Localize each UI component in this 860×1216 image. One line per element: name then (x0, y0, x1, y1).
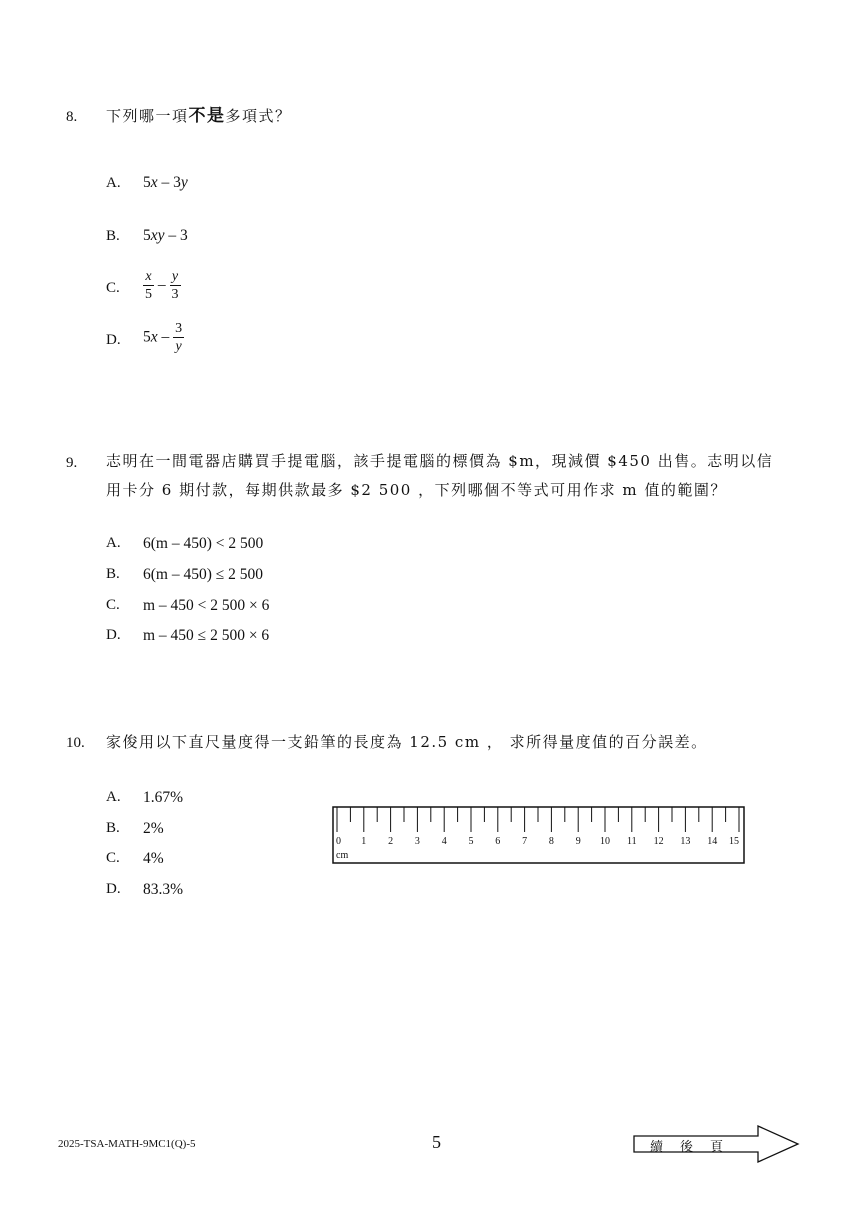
q10-option-d: 83.3% (143, 881, 184, 898)
q10-option-b: 2% (143, 820, 164, 837)
q8-a-var2: y (180, 174, 188, 191)
q8-stem-before: 下列哪一項 (106, 107, 189, 125)
q8-d-fraction: $\frac{3}{y}$ (175, 321, 183, 354)
q8-option-d (143, 320, 184, 355)
continue-label: 續 後 頁 (650, 1140, 726, 1155)
q9-stem-line-2: 用卡分 6 期付款，每期供款最多 $2 500 ，下列哪個不等式可用作求 m 值的範圍？ (106, 481, 727, 499)
q8-option-c-letter: C. (106, 280, 120, 296)
ruler-tick-label: 5 (468, 836, 474, 847)
q9-option-d: m – 450 ≤ 2 500 × 6 (143, 627, 270, 644)
q9-stem-line-1: 志明在一間電器店購買手提電腦，該手提電腦的標價為 $m，現減價 $450 出售。志明以信 (106, 452, 774, 470)
q9-option-b: 6(m – 450) ≤ 2 500 (143, 566, 264, 583)
q9-stem (106, 447, 806, 505)
q9-option-a-letter: A. (106, 535, 121, 551)
ruler-unit-label: cm (336, 850, 349, 861)
q10-option-c-letter: C. (106, 850, 120, 866)
ruler-tick-label: 10 (600, 836, 610, 847)
ruler-tick-label: 7 (522, 836, 528, 847)
q8-stem-bold: 不是 (188, 106, 226, 126)
ruler-tick-label: 13 (680, 836, 691, 847)
q10-number: 10. (66, 735, 85, 751)
q9-option-c: m – 450 < 2 500 × 6 (143, 597, 270, 614)
ruler-tick-label: 12 (653, 836, 664, 847)
q8-d-var: x (150, 328, 158, 346)
q10-option-b-letter: B. (106, 820, 120, 836)
q8-b-var: xy (150, 227, 165, 244)
q9-option-b-letter: B. (106, 566, 120, 582)
q10-option-a-letter: A. (106, 789, 121, 805)
ruler-tick-label: 9 (575, 836, 581, 847)
q8-c-fraction-2: $\frac{y}{3}$ (171, 269, 179, 302)
ruler-tick-label: 8 (548, 836, 554, 847)
q8-c-minus: – (157, 276, 166, 294)
q8-number: 8. (66, 109, 78, 125)
page-number: 5 (432, 1132, 441, 1152)
q8-d-coef: 5 (143, 328, 151, 346)
q9-number: 9. (66, 455, 78, 471)
q8-option-a-letter: A. (106, 175, 121, 191)
ruler-tick-label: 0 (336, 836, 341, 847)
ruler-tick-label: 11 (626, 836, 637, 847)
q8-b-rest: – 3 (164, 227, 188, 244)
q8-option-c (143, 268, 181, 303)
q8-option-b (143, 227, 188, 245)
q9-option-d-letter: D. (106, 627, 121, 643)
ruler-tick-label: 14 (707, 836, 718, 847)
q8-c-fraction-1: $\frac{x}{5}$ (145, 269, 152, 302)
ruler-tick-label: 2 (388, 836, 394, 847)
q8-a-minus: – 3 (157, 174, 181, 191)
ruler-tick-label: 6 (495, 836, 501, 847)
ruler-tick-label: 4 (441, 836, 447, 847)
ruler-tick-label: 3 (414, 836, 420, 847)
q10-stem: 家俊用以下直尺量度得一支鉛筆的長度為 12.5 cm ， 求所得量度值的百分誤差。 (106, 733, 708, 751)
q9-option-a: 6(m – 450) < 2 500 (143, 535, 264, 552)
q8-a-var1: x (150, 174, 158, 191)
q10-option-d-letter: D. (106, 881, 121, 897)
q8-a-coef: 5 (143, 174, 151, 191)
q10-option-c: 4% (143, 850, 164, 867)
q8-stem-after: 多項式？ (225, 107, 292, 125)
q8-stem (106, 102, 292, 131)
ruler (332, 806, 746, 866)
q8-option-a (143, 174, 188, 192)
q8-option-d-letter: D. (106, 332, 121, 348)
ruler-tick-label: 1 (361, 836, 367, 847)
q8-d-minus: – (157, 328, 174, 346)
footer-paper-code: 2025-TSA-MATH-9MC1(Q)-5 (58, 1138, 196, 1150)
ruler-tick-label: 15 (729, 836, 739, 847)
q9-option-c-letter: C. (106, 597, 120, 613)
q8-option-b-letter: B. (106, 228, 120, 244)
q8-b-coef: 5 (143, 227, 151, 244)
q10-option-a: 1.67% (143, 789, 184, 806)
